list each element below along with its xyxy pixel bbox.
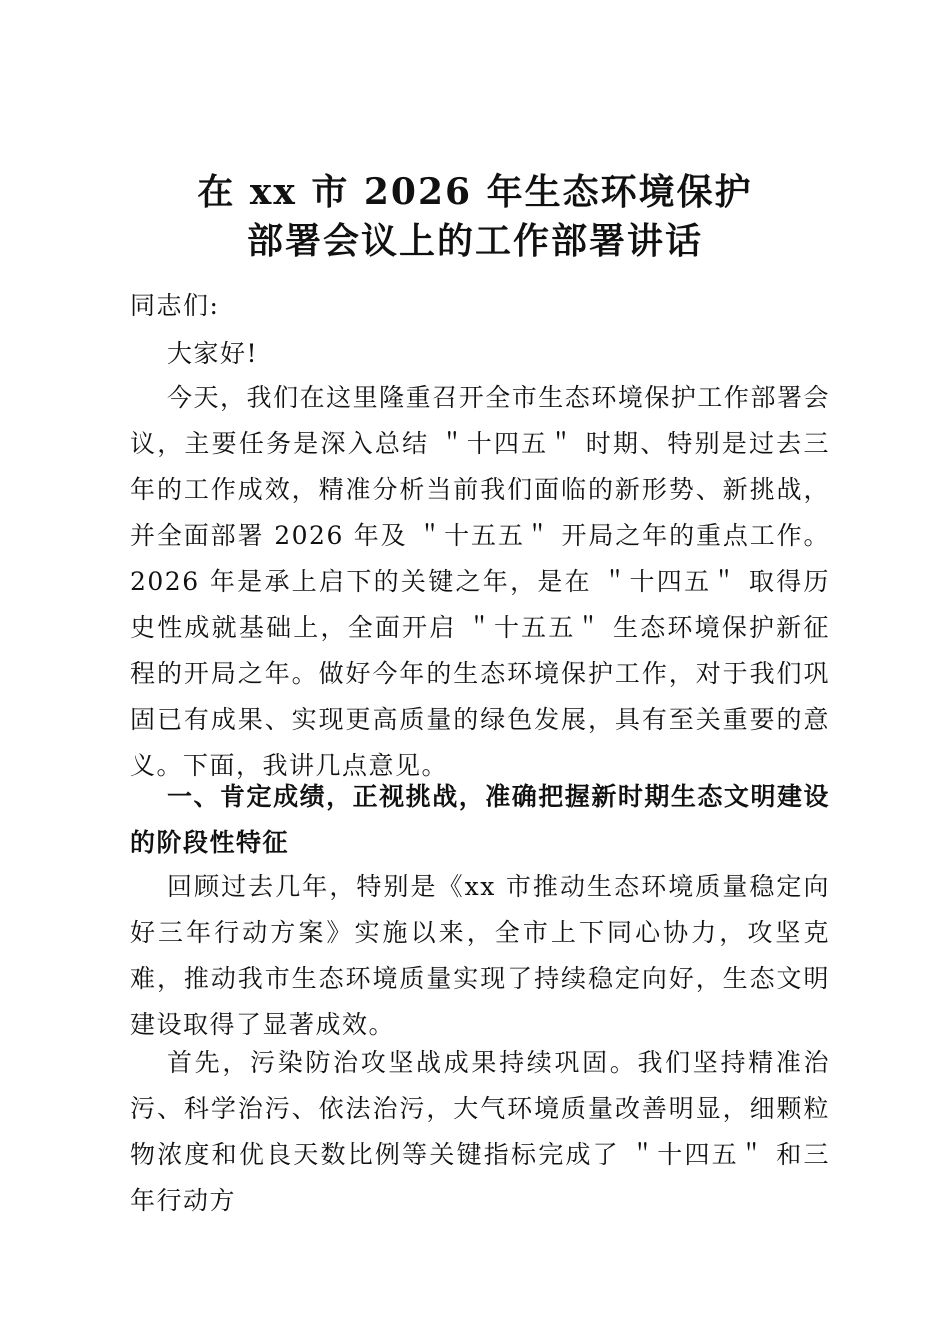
document-title-line-1: 在 xx 市 2026 年生态环境保护 — [197, 171, 753, 213]
section-heading-1: 一、肯定成绩，正视挑战，准确把握新时期生态文明建设的阶段性特征 — [130, 782, 830, 857]
document-title-line-2: 部署会议上的工作部署讲话 — [246, 220, 703, 262]
paragraph-pollution-control: 首先，污染防治攻坚战成果持续巩固。我们坚持精准治污、科学治污、依法治污，大气环境质量改善明显，细颗粒物浓度和优良天数比例等关键指标完成了 ＂十四五＂ 和三年行动方 — [130, 1048, 830, 1215]
paragraph-review: 回顾过去几年，特别是《xx 市推动生态环境质量稳定向好三年行动方案》实施以来，全市上下同心协力，攻坚克难，推动我市生态环境质量实现了持续稳定向好，生态文明建设取得了显著成效。 — [130, 872, 830, 1039]
greeting: 大家好! — [167, 339, 259, 368]
salutation: 同志们: — [130, 291, 220, 320]
paragraph-opening: 今天，我们在这里隆重召开全市生态环境保护工作部署会议，主要任务是深入总结 ＂十四五＂ 时期、特别是过去三年的工作成效，精准分析当前我们面临的新形势、新挑战，并全面部署 2026 年及 ＂十五五＂ 开局之年的重点工作。2026 年是承上启下的关键之年，是在 ＂十四五＂ 取得历史性成就基础上，全面开启 ＂十五五＂ 生态环境保护新征程的开局之年。做好今年的生态环境保护工作，对于我们巩固已有成果、实现更高质量的绿色发展，具有至关重要的意义。下面，我讲几点意见。 — [130, 383, 830, 780]
